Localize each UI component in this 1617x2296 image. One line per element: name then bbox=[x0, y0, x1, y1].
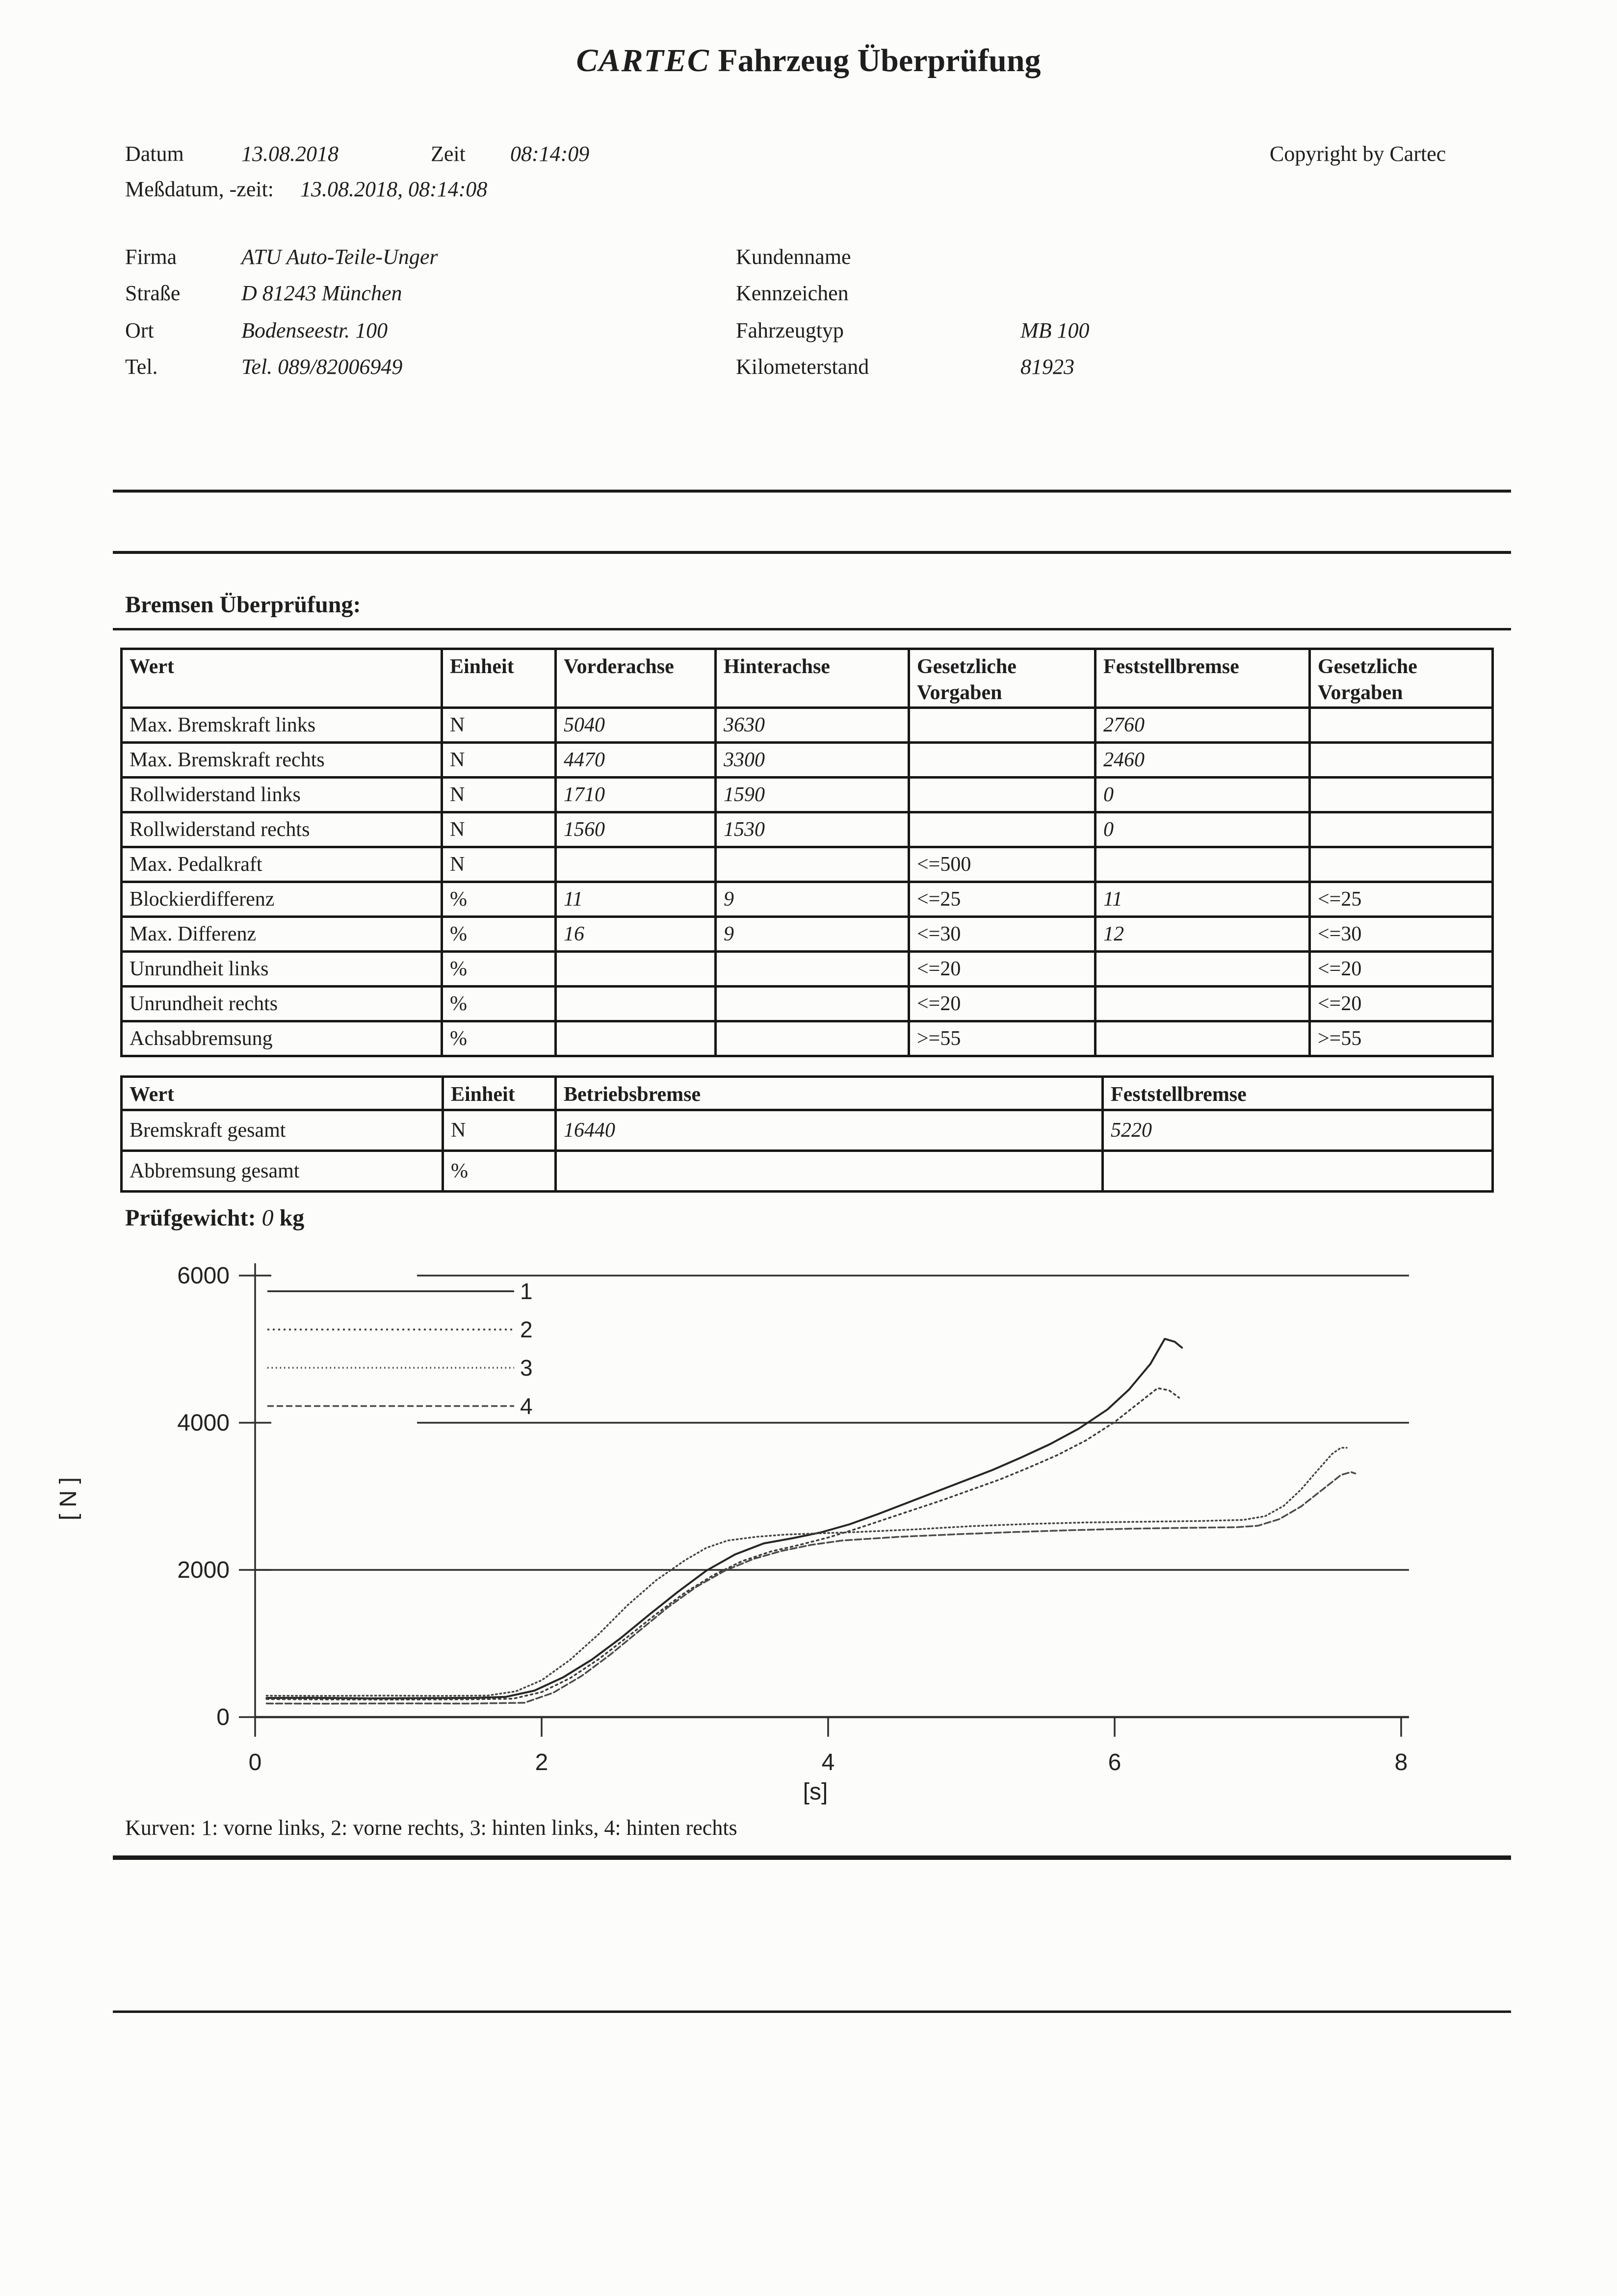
column-header: Feststellbremse bbox=[1103, 1077, 1493, 1110]
row-label-cell: Max. Bremskraft rechts bbox=[122, 743, 442, 778]
kennzeichen-label: Kennzeichen bbox=[736, 281, 849, 305]
value-cell: N bbox=[443, 1110, 556, 1150]
fahrzeugtyp-value: MB 100 bbox=[1020, 318, 1090, 342]
row-label-cell: Abbremsung gesamt bbox=[122, 1150, 443, 1191]
firma-label: Firma bbox=[125, 245, 177, 269]
y-axis-title: [ N ] bbox=[55, 1477, 81, 1521]
row-label-cell: Bremskraft gesamt bbox=[122, 1110, 443, 1150]
bottom-thick-rule bbox=[113, 1855, 1511, 1860]
bottom-thin-rule bbox=[113, 2010, 1511, 2013]
curve-2-vorne-rechts bbox=[266, 1388, 1179, 1700]
section-heading: Bremsen Überprüfung: bbox=[125, 592, 361, 618]
value-cell: 1590 bbox=[716, 778, 909, 812]
xtick-label-2: 2 bbox=[535, 1749, 548, 1775]
curve-1-vorne-links bbox=[266, 1339, 1182, 1698]
xtick-label-6: 6 bbox=[1108, 1749, 1121, 1775]
tel-label: Tel. bbox=[125, 355, 158, 379]
row-label-cell: Unrundheit rechts bbox=[122, 987, 442, 1021]
value-cell: 9 bbox=[716, 882, 909, 917]
value-cell: N bbox=[442, 708, 556, 743]
zeit-value: 08:14:09 bbox=[510, 142, 590, 166]
column-header: Gesetzliche Vorgaben bbox=[909, 649, 1095, 708]
value-cell: <=20 bbox=[909, 952, 1095, 987]
curves-caption: Kurven: 1: vorne links, 2: vorne rechts, 3: hinten links, 4: hinten rechts bbox=[125, 1816, 737, 1840]
curve-3-hinten-links bbox=[266, 1448, 1347, 1696]
value-cell: 1560 bbox=[556, 812, 716, 847]
messdatum-label: Meßdatum, -zeit: bbox=[125, 177, 274, 201]
xtick-label-0: 0 bbox=[248, 1749, 262, 1775]
ytick-label-0: 0 bbox=[216, 1704, 230, 1730]
ytick-label-4000: 4000 bbox=[177, 1410, 230, 1436]
value-cell: >=55 bbox=[1310, 1021, 1493, 1056]
value-cell: 16440 bbox=[556, 1110, 1103, 1150]
value-cell: 11 bbox=[556, 882, 716, 917]
row-label-cell: Blockierdifferenz bbox=[122, 882, 442, 917]
value-cell: <=25 bbox=[1310, 882, 1493, 917]
ytick-label-2000: 2000 bbox=[177, 1557, 230, 1583]
value-cell: 2760 bbox=[1095, 708, 1310, 743]
datum-value: 13.08.2018 bbox=[241, 142, 339, 166]
value-cell: 11 bbox=[1095, 882, 1310, 917]
firma-value: ATU Auto-Teile-Unger bbox=[241, 245, 438, 269]
xtick-label-4: 4 bbox=[821, 1749, 835, 1775]
row-label-cell: Max. Pedalkraft bbox=[122, 847, 442, 882]
row-label-cell: Max. Differenz bbox=[122, 917, 442, 952]
value-cell: N bbox=[442, 812, 556, 847]
legend-label-1: 1 bbox=[520, 1278, 533, 1304]
legend-label-4: 4 bbox=[520, 1393, 533, 1419]
pruefgewicht-value: 0 bbox=[261, 1205, 274, 1231]
column-header: Gesetzliche Vorgaben bbox=[1310, 649, 1493, 708]
fahrzeugtyp-label: Fahrzeugtyp bbox=[736, 318, 844, 342]
messdatum-value: 13.08.2018, 08:14:08 bbox=[300, 177, 488, 201]
column-header: Wert bbox=[122, 649, 442, 708]
row-label-cell: Max. Bremskraft links bbox=[122, 708, 442, 743]
value-cell: >=55 bbox=[909, 1021, 1095, 1056]
curve-4-hinten-rechts bbox=[266, 1472, 1355, 1704]
value-cell: 1710 bbox=[556, 778, 716, 812]
value-cell: % bbox=[442, 952, 556, 987]
value-cell: <=500 bbox=[909, 847, 1095, 882]
value-cell: 0 bbox=[1095, 812, 1310, 847]
value-cell: 0 bbox=[1095, 778, 1310, 812]
value-cell: % bbox=[442, 882, 556, 917]
value-cell: 16 bbox=[556, 917, 716, 952]
value-cell: % bbox=[442, 917, 556, 952]
xtick-label-8: 8 bbox=[1394, 1749, 1408, 1775]
value-cell: N bbox=[442, 778, 556, 812]
value-cell: <=25 bbox=[909, 882, 1095, 917]
strasse-value: D 81243 München bbox=[241, 281, 402, 305]
value-cell: 2460 bbox=[1095, 743, 1310, 778]
strasse-label: Straße bbox=[125, 281, 181, 305]
row-label-cell: Rollwiderstand rechts bbox=[122, 812, 442, 847]
brand-name: CARTEC bbox=[576, 43, 710, 78]
kilometerstand-label: Kilometerstand bbox=[736, 355, 869, 379]
value-cell: <=20 bbox=[909, 987, 1095, 1021]
column-header: Hinterachse bbox=[716, 649, 909, 708]
column-header: Einheit bbox=[442, 649, 556, 708]
value-cell: % bbox=[443, 1150, 556, 1191]
row-label-cell: Unrundheit links bbox=[122, 952, 442, 987]
column-header: Betriebsbremse bbox=[556, 1077, 1103, 1110]
ort-value: Bodenseestr. 100 bbox=[241, 318, 388, 342]
value-cell: N bbox=[442, 847, 556, 882]
value-cell: <=30 bbox=[1310, 917, 1493, 952]
value-cell: % bbox=[442, 987, 556, 1021]
ort-label: Ort bbox=[125, 318, 154, 342]
pruefgewicht-unit: kg bbox=[279, 1205, 305, 1231]
row-label-cell: Achsabbremsung bbox=[122, 1021, 442, 1056]
column-header: Wert bbox=[122, 1077, 443, 1110]
value-cell: <=20 bbox=[1310, 952, 1493, 987]
column-header: Feststellbremse bbox=[1095, 649, 1310, 708]
legend-label-3: 3 bbox=[520, 1355, 533, 1381]
title-rest: Fahrzeug Überprüfung bbox=[718, 43, 1041, 78]
value-cell: <=20 bbox=[1310, 987, 1493, 1021]
column-header: Vorderachse bbox=[556, 649, 716, 708]
ytick-label-6000: 6000 bbox=[177, 1263, 230, 1289]
row-label-cell: Rollwiderstand links bbox=[122, 778, 442, 812]
value-cell: 1530 bbox=[716, 812, 909, 847]
value-cell: 12 bbox=[1095, 917, 1310, 952]
pruefgewicht-label: Prüfgewicht: bbox=[125, 1205, 256, 1231]
value-cell: 3630 bbox=[716, 708, 909, 743]
value-cell: 3300 bbox=[716, 743, 909, 778]
value-cell: N bbox=[442, 743, 556, 778]
zeit-label: Zeit bbox=[431, 142, 466, 166]
value-cell: 5220 bbox=[1103, 1110, 1493, 1150]
kilometerstand-value: 81923 bbox=[1020, 355, 1074, 379]
value-cell: <=30 bbox=[909, 917, 1095, 952]
column-header: Einheit bbox=[443, 1077, 556, 1110]
x-axis-title: [s] bbox=[803, 1779, 828, 1805]
tel-value: Tel. 089/82006949 bbox=[241, 355, 403, 379]
value-cell: % bbox=[442, 1021, 556, 1056]
value-cell: 5040 bbox=[556, 708, 716, 743]
copyright-note: Copyright by Cartec bbox=[1270, 142, 1446, 166]
datum-label: Datum bbox=[125, 142, 184, 166]
value-cell: 4470 bbox=[556, 743, 716, 778]
legend-label-2: 2 bbox=[520, 1317, 533, 1342]
value-cell: 9 bbox=[716, 917, 909, 952]
kundenname-label: Kundenname bbox=[736, 245, 851, 269]
